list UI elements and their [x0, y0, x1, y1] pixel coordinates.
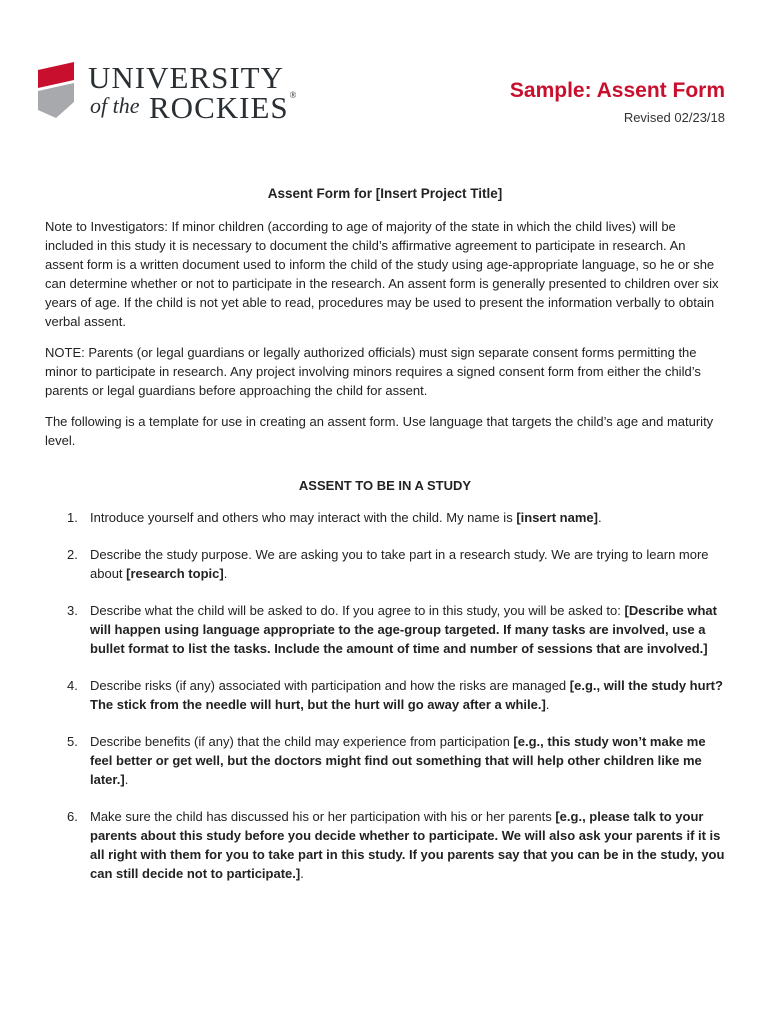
list-item — [45, 732, 725, 789]
logo-wordmark-line1: UNIVERSITY — [88, 60, 284, 95]
shield-icon — [38, 62, 78, 120]
step-text: Describe benefits (if any) that the child may experience from participation [e.g., this study won’t make me feel better or get well, but the doctors might find out something that will help other children like me later.]. — [90, 734, 706, 787]
form-title: Assent Form for [Insert Project Title] — [267, 186, 503, 201]
document-body — [45, 184, 725, 901]
step-text: Describe the study purpose. We are asking you to take part in a research study. We are trying to learn more about [research topic]. — [90, 547, 709, 581]
step-number: 5. — [67, 734, 78, 749]
step-text: Describe risks (if any) associated with participation and how the risks are managed [e.g., will the study hurt? The stick from the needle will hurt, but the hurt will go away after a while.]. — [90, 678, 723, 712]
step-number: 4. — [67, 678, 78, 693]
list-item — [45, 545, 725, 583]
step-number: 3. — [67, 603, 78, 618]
revised-date: Revised 02/23/18 — [623, 110, 725, 125]
note-to-investigators: Note to Investigators: If minor children (according to age of majority of the state in which the child lives) will be included in this study it is necessary to document the child’s affirmative agreement to participate in research. An assent form is a written document used to inform the child of the study using age-appropriate language, so he or she can determine whether or not to participate in the research. An assent form is generally presented to children over six years of age. If the child is not yet able to read, procedures may be used to present the information verbally to obtain verbal assent. — [45, 219, 719, 329]
step-text: Describe what the child will be asked to do. If you agree to in this study, you will be asked to: [Describe what will happen using language appropriate to the age-group targeted. If many tasks are involved, use a bullet format to list the tasks. Include the amount of time and number of sessions that are involved.] — [90, 603, 717, 656]
assent-steps-list — [45, 508, 725, 883]
step-number: 6. — [67, 809, 78, 824]
document-title: Sample: Assent Form — [509, 79, 725, 102]
step-number: 1. — [67, 510, 78, 525]
parent-consent-note: NOTE: Parents (or legal guardians or legally authorized officials) must sign separate consent forms permitting the minor to participate in research. Any project involving minors requires a signed consent form from either the child’s parents or legal guardians before approaching the child for assent. — [45, 345, 701, 398]
list-item — [45, 508, 725, 527]
step-text: Introduce yourself and others who may interact with the child. My name is [insert name]. — [90, 510, 602, 525]
list-item — [45, 676, 725, 714]
list-item — [45, 601, 725, 658]
template-instructions: The following is a template for use in creating an assent form. Use language that targets the child’s age and maturity level. — [45, 414, 714, 448]
step-text: Make sure the child has discussed his or her participation with his or her parents [e.g., please talk to your parents about this study before you decide whether to participate. We will also ask your parents if it is all right with them for you to take part in this study. If you parents say that you can be in the study, you can still decide not to participate.]. — [90, 809, 725, 881]
university-logo — [38, 60, 328, 130]
section-title: ASSENT TO BE IN A STUDY — [298, 478, 472, 493]
logo-wordmark-line2: ROCKIES® — [149, 90, 298, 125]
list-item — [45, 807, 725, 883]
logo-wordmark-of: of the — [90, 93, 140, 118]
step-number: 2. — [67, 547, 78, 562]
